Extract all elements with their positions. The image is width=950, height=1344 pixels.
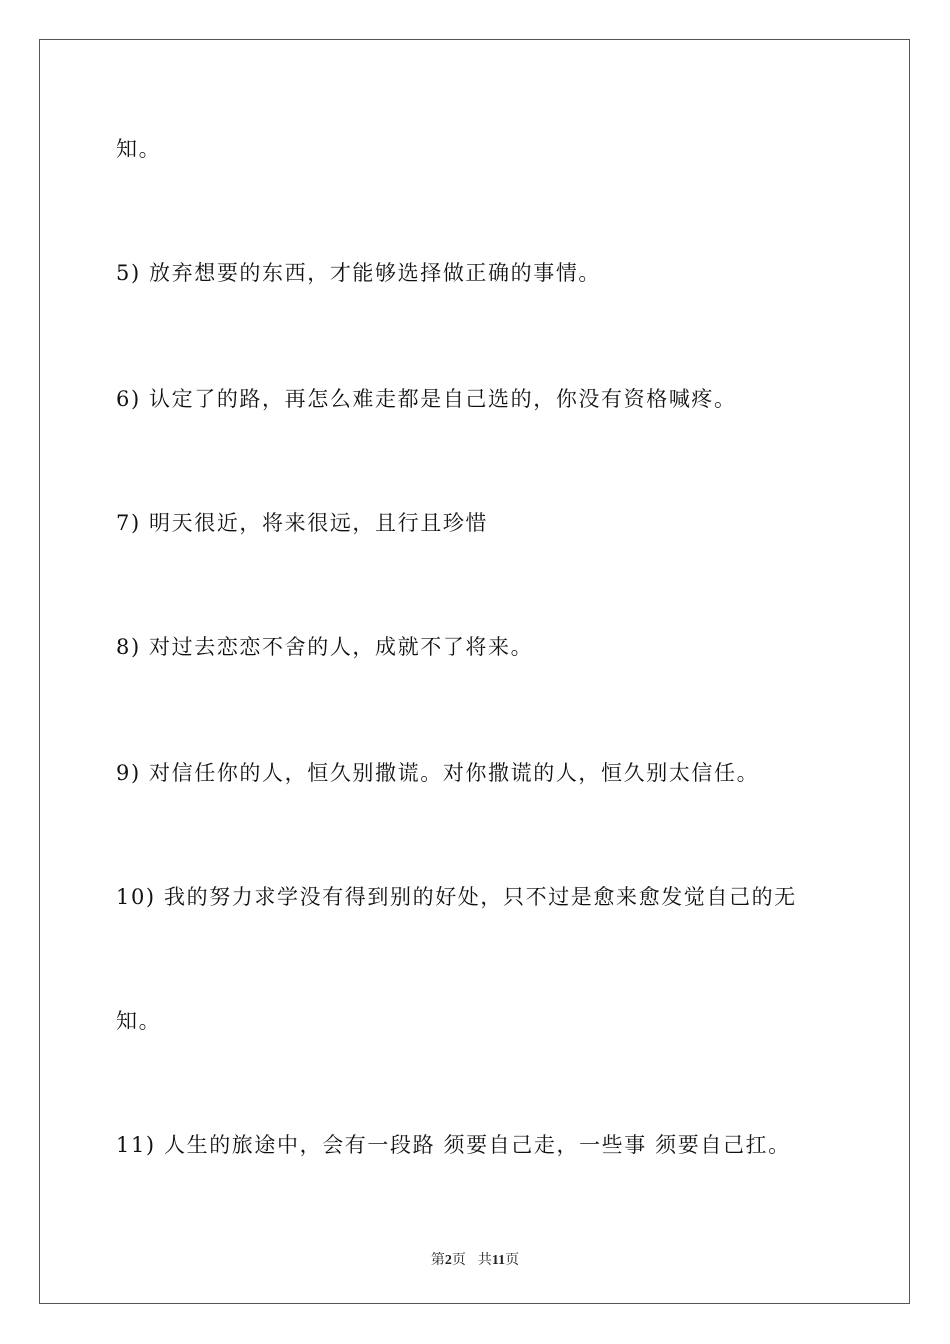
text-line-continuation: 知。 [116, 137, 162, 161]
page-label-suffix: 页 [451, 1253, 466, 1268]
text-line-item-9: 9) 对信任你的人，恒久别撒谎。对你撒谎的人，恒久别太信任。 [116, 761, 760, 785]
total-label-prefix: 共 [477, 1253, 492, 1268]
text-line-item-8: 8) 对过去恋恋不舍的人，成就不了将来。 [116, 635, 534, 659]
text-line-item-7: 7) 明天很近，将来很远，且行且珍惜 [116, 511, 489, 535]
text-line-item-10: 10) 我的努力求学没有得到别的好处，只不过是愈来愈发觉自己的无 [116, 885, 797, 909]
page-frame [39, 39, 910, 1304]
page-label-prefix: 第 [430, 1253, 445, 1268]
total-label-suffix: 页 [505, 1253, 520, 1268]
current-page-number: 2 [444, 1253, 452, 1268]
text-line-item-10-continuation: 知。 [116, 1009, 162, 1033]
page-footer [0, 1249, 950, 1269]
text-line-item-6: 6) 认定了的路，再怎么难走都是自己选的，你没有资格喊疼。 [116, 387, 737, 411]
text-line-item-11: 11) 人生的旅途中，会有一段路 须要自己走，一些事 须要自己扛。 [116, 1133, 791, 1157]
total-page-number: 11 [491, 1253, 506, 1268]
text-line-item-5: 5) 放弃想要的东西，才能够选择做正确的事情。 [116, 261, 602, 285]
